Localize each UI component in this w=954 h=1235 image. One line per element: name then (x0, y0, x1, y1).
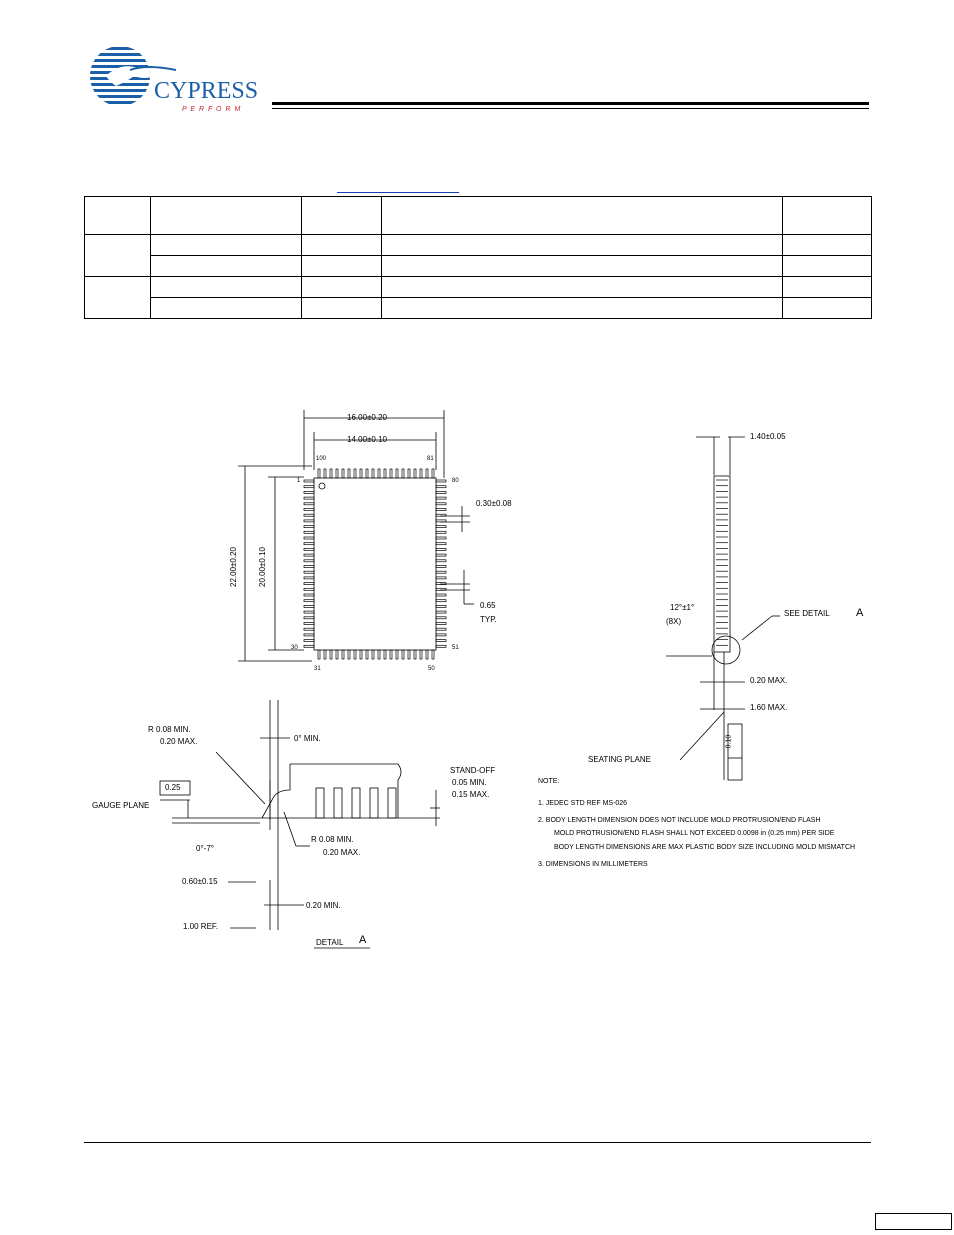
right-pin (436, 509, 446, 511)
right-pin (436, 537, 446, 539)
bottom-pin (318, 650, 320, 659)
right-pin (436, 634, 446, 636)
dim-body-width: 14.00±0.10 (347, 435, 387, 444)
left-pin (304, 605, 314, 607)
top-pin (396, 469, 398, 478)
right-pin (436, 526, 446, 528)
left-pin (304, 554, 314, 556)
left-pin (304, 486, 314, 488)
bottom-pin (324, 650, 326, 659)
right-pin (436, 571, 446, 573)
dim-thickness: 1.40±0.05 (750, 432, 786, 441)
right-pin (436, 514, 446, 516)
seating-plane-label: SEATING PLANE (588, 755, 651, 764)
bottom-pin (396, 650, 398, 659)
right-pin (436, 560, 446, 562)
dim-lead-width: 0.30±0.08 (476, 499, 512, 508)
page-number-box (875, 1213, 952, 1230)
left-pin (304, 583, 314, 585)
left-pin (304, 594, 314, 596)
top-pin (324, 469, 326, 478)
right-pin (436, 640, 446, 642)
note-3: 3. DIMENSIONS IN MILLIMETERS (538, 861, 648, 868)
pin-label-1: 1 (297, 478, 301, 484)
right-pin (436, 543, 446, 545)
bottom-pin (372, 650, 374, 659)
right-pin (436, 600, 446, 602)
left-pin (304, 571, 314, 573)
bottom-pin (348, 650, 350, 659)
top-pin (348, 469, 350, 478)
top-pin (342, 469, 344, 478)
top-pin (366, 469, 368, 478)
dim-body-length: 20.00±0.10 (257, 547, 267, 587)
top-pin (390, 469, 392, 478)
note-2c: BODY LENGTH DIMENSIONS ARE MAX PLASTIC BODY SIZE INCLUDING MOLD MISMATCH (554, 844, 856, 851)
top-pin (354, 469, 356, 478)
left-pin (304, 566, 314, 568)
logo-wordmark: CYPRESS (154, 78, 259, 104)
detail-label: DETAIL (316, 938, 344, 947)
side-angle: 12°±1° (670, 603, 695, 612)
right-pin (436, 531, 446, 533)
logo-tagline: P E R F O R M (182, 106, 242, 113)
left-pin (304, 560, 314, 562)
gauge-value: 0.25 (165, 783, 181, 792)
standoff-max: 0.15 MAX. (452, 790, 490, 799)
right-pin (436, 588, 446, 590)
detail-radius-inner-max: 0.20 MAX. (323, 848, 361, 857)
left-pin (304, 548, 314, 550)
side-angle-count: (8X) (666, 617, 682, 626)
pin-label-81: 81 (427, 456, 434, 462)
left-pin (304, 600, 314, 602)
pin-label-51: 51 (452, 645, 459, 651)
right-pin (436, 645, 446, 647)
pin-label-30: 30 (291, 645, 298, 651)
left-pin (304, 588, 314, 590)
left-pin (304, 526, 314, 528)
bottom-pin (426, 650, 428, 659)
right-pin (436, 554, 446, 556)
detail-angle-min: 0° MIN. (294, 734, 321, 743)
standoff-min: 0.05 MIN. (452, 778, 487, 787)
foot-length: 0.60±0.15 (182, 877, 218, 886)
bottom-pin (336, 650, 338, 659)
bottom-pin (414, 650, 416, 659)
top-pin (360, 469, 362, 478)
footer-rule (84, 1142, 871, 1143)
right-pin (436, 548, 446, 550)
bottom-pin (360, 650, 362, 659)
dim-160-max: 1.60 MAX. (750, 703, 788, 712)
right-pin (436, 503, 446, 505)
left-pin (304, 520, 314, 522)
dim-pitch: 0.65 (480, 601, 496, 610)
gauge-plane-label: GAUGE PLANE (92, 801, 150, 810)
detail-angle-range: 0°-7° (196, 844, 214, 853)
note-1: 1. JEDEC STD REF MS-026 (538, 800, 628, 807)
top-pin (432, 469, 434, 478)
dim-020-max: 0.20 MAX. (750, 676, 788, 685)
lead-ref: 1.00 REF. (183, 922, 219, 931)
bottom-pin (384, 650, 386, 659)
top-pin (336, 469, 338, 478)
left-pin (304, 634, 314, 636)
left-pin (304, 509, 314, 511)
detail-letter: A (359, 934, 367, 946)
bottom-pin (402, 650, 404, 659)
top-pin (408, 469, 410, 478)
bottom-pin (432, 650, 434, 659)
top-pin (384, 469, 386, 478)
bottom-pin (378, 650, 380, 659)
right-pin (436, 520, 446, 522)
left-pin (304, 497, 314, 499)
left-pin (304, 480, 314, 482)
standoff-title: STAND-OFF (450, 766, 496, 775)
detail-radius-inner-min: R 0.08 MIN. (311, 835, 354, 844)
right-pin (436, 486, 446, 488)
right-pin (436, 491, 446, 493)
right-pin (436, 617, 446, 619)
top-pin (414, 469, 416, 478)
coplanarity-value: 0.10 (725, 734, 733, 749)
left-pin (304, 531, 314, 533)
left-pin (304, 491, 314, 493)
bottom-pin (408, 650, 410, 659)
left-pin (304, 503, 314, 505)
right-pin (436, 605, 446, 607)
bottom-pin (330, 650, 332, 659)
left-pin (304, 537, 314, 539)
left-pin (304, 645, 314, 647)
right-pin (436, 566, 446, 568)
right-pin (436, 577, 446, 579)
note-2b: MOLD PROTRUSION/END FLASH SHALL NOT EXCEED 0.0098 in (0.25 mm) PER SIDE (554, 830, 835, 837)
left-pin (304, 623, 314, 625)
right-pin (436, 611, 446, 613)
left-pin (304, 628, 314, 630)
pin-label-31: 31 (314, 666, 321, 672)
bottom-pin (342, 650, 344, 659)
detail-radius-outer-min: R 0.08 MIN. (148, 725, 191, 734)
left-pin (304, 543, 314, 545)
dim-pitch-typ: TYP. (480, 615, 497, 624)
bottom-pin (420, 650, 422, 659)
left-pin (304, 640, 314, 642)
note-2a: 2. BODY LENGTH DIMENSION DOES NOT INCLUDE MOLD PROTRUSION/END FLASH (538, 817, 821, 824)
right-pin (436, 480, 446, 482)
top-pin (426, 469, 428, 478)
left-pin (304, 617, 314, 619)
right-pin (436, 497, 446, 499)
bottom-pin (390, 650, 392, 659)
bottom-pin (366, 650, 368, 659)
left-pin (304, 577, 314, 579)
top-pin (420, 469, 422, 478)
top-pin (402, 469, 404, 478)
top-pin (378, 469, 380, 478)
see-detail-label: SEE DETAIL (784, 609, 830, 618)
bottom-pin (354, 650, 356, 659)
pin-label-100: 100 (316, 456, 327, 462)
right-pin (436, 594, 446, 596)
pin-label-80: 80 (452, 478, 459, 484)
detail-radius-outer-max: 0.20 MAX. (160, 737, 198, 746)
left-pin (304, 611, 314, 613)
pin-label-50: 50 (428, 666, 435, 672)
top-pin (372, 469, 374, 478)
right-pin (436, 628, 446, 630)
top-pin (318, 469, 320, 478)
min-020: 0.20 MIN. (306, 901, 341, 910)
notes-title: NOTE: (538, 778, 560, 785)
top-pin (330, 469, 332, 478)
dim-overall-width: 16.00±0.20 (347, 413, 387, 422)
left-pin (304, 514, 314, 516)
see-detail-letter: A (856, 607, 864, 619)
dim-overall-length: 22.00±0.20 (228, 547, 238, 587)
right-pin (436, 623, 446, 625)
